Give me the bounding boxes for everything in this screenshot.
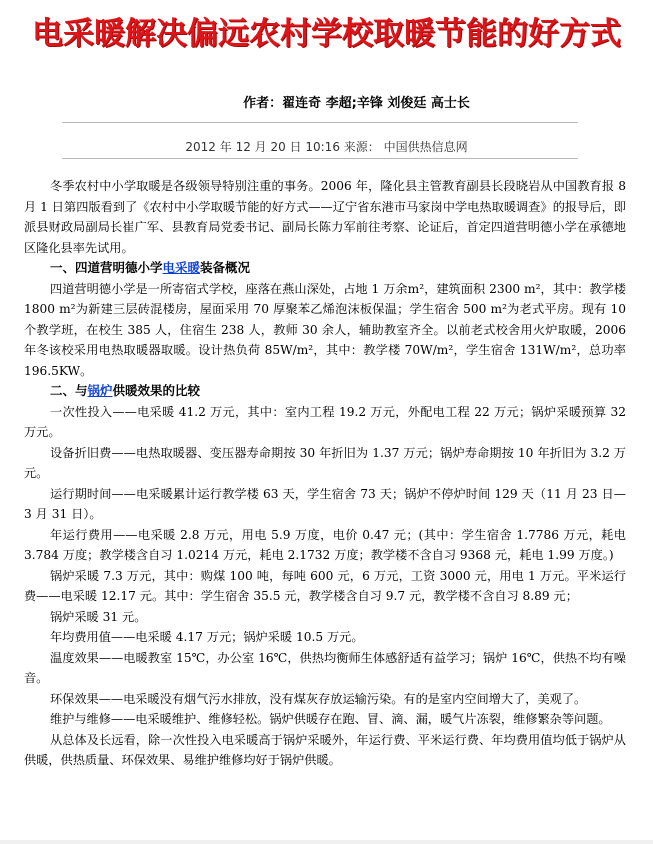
divider-bottom [62, 158, 578, 159]
article-body [24, 176, 626, 771]
heading-text: 装备概况 [200, 260, 251, 275]
paragraph: 设备折旧费——电热取暖器、变压器寿命期按 30 年折旧为 1.37 万元；锅炉寿命期按 10 年折旧为 3.2 万元。 [24, 445, 626, 480]
heading-text: 二、与 [50, 383, 88, 398]
paragraph: 年均费用值——电采暖 4.17 万元；锅炉采暖 10.5 万元。 [50, 630, 364, 644]
paragraph: 一次性投入——电采暖 41.2 万元，其中：室内工程 19.2 万元，外配电工程 22 万元；锅炉采暖预算 32 万元。 [24, 404, 626, 439]
article-authors: 作者：翟连奇 李超;辛锋 刘俊廷 高士长 [243, 96, 470, 111]
heading-text: 一、四道营明德小学 [50, 260, 163, 275]
article-title: 电采暖解决偏远农村学校取暖节能的好方式 [32, 16, 621, 52]
paragraph: 锅炉采暖 7.3 万元，其中：购煤 100 吨，每吨 600 元，6 万元，工资 3000 元，用电 1 万元。平米运行费——电采暖 12.17 元。其中：学生宿舍 35.5 元，教学楼含自习 9.7 元，教学楼不含自习 8.89 元； [24, 568, 626, 603]
link-boiler[interactable]: 锅炉 [87, 383, 113, 398]
paragraph: 温度效果——电暖教室 15℃，办公室 16℃，供热均衡师生体感舒适有益学习；锅炉 16℃，供热不均有噪音。 [24, 650, 626, 685]
section-heading-2 [24, 381, 626, 402]
link-electric-heating[interactable]: 电采暖 [162, 260, 201, 275]
paragraph: 维护与维修——电采暖维护、维修轻松。锅炉供暖存在跑、冒、滴、漏，暖气片冻裂，维修繁杂等问题。 [50, 712, 611, 726]
paragraph: 运行期时间——电采暖累计运行教学楼 63 天，学生宿舍 73 天；锅炉不停炉时间 129 天（11 月 23 日—3 月 31 日）。 [24, 486, 626, 521]
divider-top [62, 122, 578, 123]
paragraph: 环保效果——电采暖没有烟气污水排放，没有煤灰存放运输污染。有的是室内空间增大了，美观了。 [50, 691, 587, 706]
paragraph: 四道营明德小学是一所寄宿式学校，座落在燕山深处，占地 1 万余m²，建筑面积 2300 m²，其中：教学楼 1800 m²为新建三层砖混楼房，屋面采用 70 厚聚苯乙烯泡沫板保温；学生宿舍 500 m²为老式平房。现有 10 个教学班，在校生 385 人，住宿生 238 人，教师 30 余人，辅助教室齐全。以前老式校舍用火炉取暖，2006 年冬该校采用电热取暖器取暖。设计热负荷 85W/m²，其中：教学楼 70W/m²，学生宿舍 131W/m²，总功率 196.5KW。 [24, 281, 626, 378]
page-bottom-edge [0, 840, 653, 844]
section-heading-1 [24, 258, 626, 279]
paragraph: 锅炉采暖 31 元。 [50, 609, 147, 624]
article-meta: 2012 年 12 月 20 日 10:16 来源： 中国供热信息网 [185, 140, 468, 154]
paragraph: 从总体及长远看，除一次性投入电采暖高于锅炉采暖外，年运行费、平米运行费、年均费用值均低于锅炉从供暖，供热质量、环保效果、易维护维修均好于锅炉供暖。 [24, 732, 626, 767]
paragraph: 年运行费用——电采暖 2.8 万元，用电 5.9 万度，电价 0.47 元；(其中：学生宿舍 1.7786 万元，耗电 3.784 万度；教学楼含自习 1.0214 万元，耗电 2.1732 万度；教学楼不含自习 9368 元，耗电 1.99 万度。) [24, 527, 626, 562]
heading-text: 供暖效果的比较 [112, 383, 201, 398]
paragraph: 冬季农村中小学取暖是各级领导特别注重的事务。2006 年，隆化县主管教育副县长段晓岩从中国教育报 8 月 1 日第四版看到了《农村中小学取暖节能的好方式——辽宁省东港市马家岗中学电热取暖调查》的报导后，即派县财政局副局长崔广军、县教育局党委书记、副局长陈力军前往考察、论证后，首定四道营明德小学在承德地区隆化县率先试用。 [24, 179, 626, 255]
